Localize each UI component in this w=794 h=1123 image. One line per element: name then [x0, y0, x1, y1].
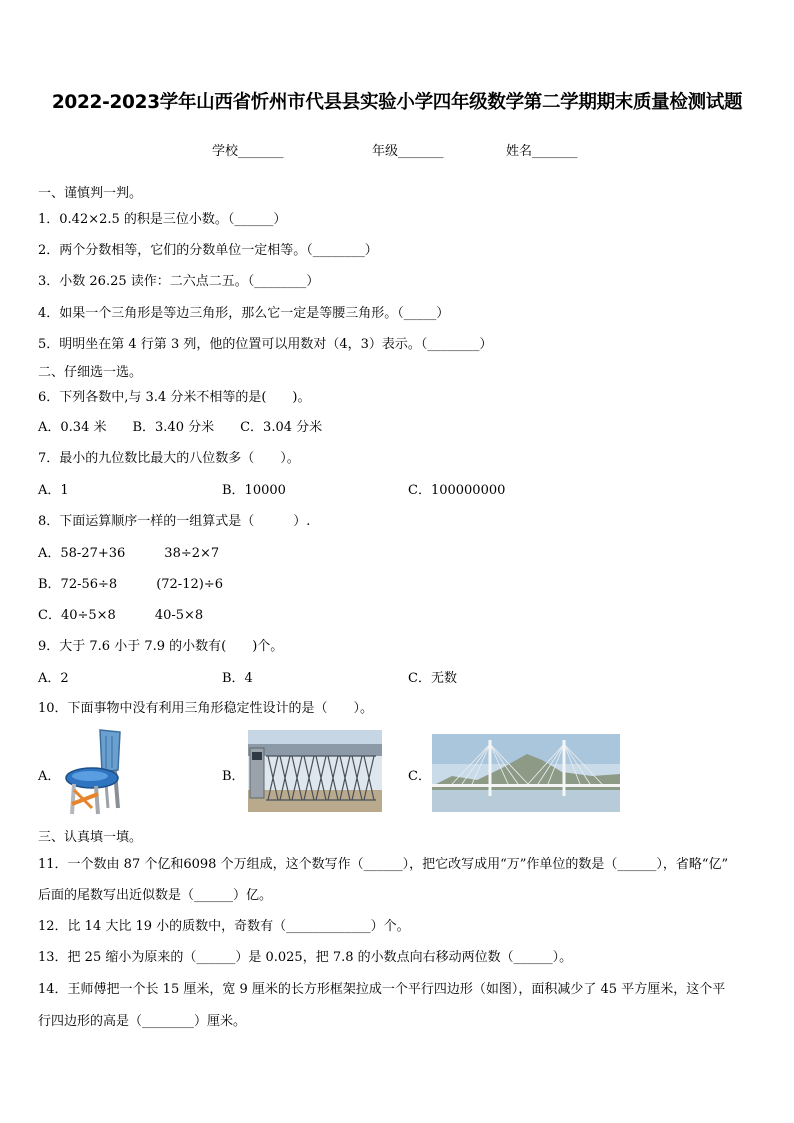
question-9-option-b: B．4 [222, 671, 253, 686]
school-field: 学校_______ [212, 144, 284, 159]
question-10-option-a: A． [38, 769, 61, 784]
question-14-line-1: 14．王师傅把一个长 15 厘米，宽 9 厘米的长方形框架拉成一个平行四边形（如图），面积减少了 45 平方厘米，这个平 [38, 982, 726, 997]
page-title: 2022-2023学年山西省忻州市代县县实验小学四年级数学第二学期期末质量检测试题 [51, 92, 743, 113]
question-14-line-2: 行四边形的高是（________）厘米。 [38, 1014, 247, 1029]
question-8-option-b: B．72-56÷8 (72-12)÷6 [38, 577, 223, 592]
question-5: 5．明明坐在第 4 行第 3 列，他的位置可以用数对（4，3）表示。（________） [38, 337, 493, 352]
question-6-options: A．0.34 米 B．3.40 分米 C．3.04 分米 [38, 420, 323, 435]
question-8-option-c: C．40÷5×8 40-5×8 [38, 608, 204, 623]
question-7-option-b: B．10000 [222, 483, 286, 498]
question-9-option-a: A．2 [38, 671, 69, 686]
question-9: 9．大于 7.6 小于 7.9 的小数有( )个。 [38, 639, 284, 654]
question-8: 8．下面运算顺序一样的一组算式是（ ）. [38, 514, 311, 529]
question-2: 2．两个分数相等，它们的分数单位一定相等。（________） [38, 243, 378, 258]
question-10: 10．下面事物中没有利用三角形稳定性设计的是（ ）。 [38, 701, 374, 716]
question-9-option-c: C．无数 [408, 671, 457, 686]
question-10-option-b: B． [222, 769, 245, 784]
retractable-gate-image [248, 730, 382, 812]
question-11-line-2: 后面的尾数写出近似数是（______）亿。 [38, 888, 273, 903]
chair-image [62, 728, 128, 816]
question-11-line-1: 11．一个数由 87 个亿和6098 个万组成，这个数写作（______），把它改写成用“万”作单位的数是（______），省略“亿” [38, 857, 729, 872]
section-heading-judge: 一、谨慎判一判。 [38, 186, 143, 201]
question-8-option-a: A．58-27+36 38÷2×7 [38, 546, 220, 561]
question-13: 13．把 25 缩小为原来的（______）是 0.025，把 7.8 的小数点向右移动两位数（______）。 [38, 950, 573, 965]
question-1: 1．0.42×2.5 的积是三位小数。（______） [38, 212, 287, 227]
question-3: 3．小数 26.25 读作：二六点二五。（________） [38, 274, 320, 289]
question-10-option-c: C． [408, 769, 431, 784]
section-heading-choose: 二、仔细选一选。 [38, 365, 143, 380]
grade-field: 年级_______ [372, 144, 444, 159]
name-field: 姓名_______ [506, 144, 578, 159]
question-7-option-a: A．1 [38, 483, 69, 498]
question-6: 6．下列各数中,与 3.4 分米不相等的是( )。 [38, 390, 311, 405]
section-heading-fill: 三、认真填一填。 [38, 830, 143, 845]
question-12: 12．比 14 大比 19 小的质数中，奇数有（_____________）个。 [38, 919, 410, 934]
cable-stayed-bridge-image [432, 734, 620, 812]
question-7-option-c: C．100000000 [408, 483, 506, 498]
question-4: 4．如果一个三角形是等边三角形，那么它一定是等腰三角形。（_____） [38, 306, 450, 321]
question-7: 7．最小的九位数比最大的八位数多（ ）。 [38, 451, 300, 466]
